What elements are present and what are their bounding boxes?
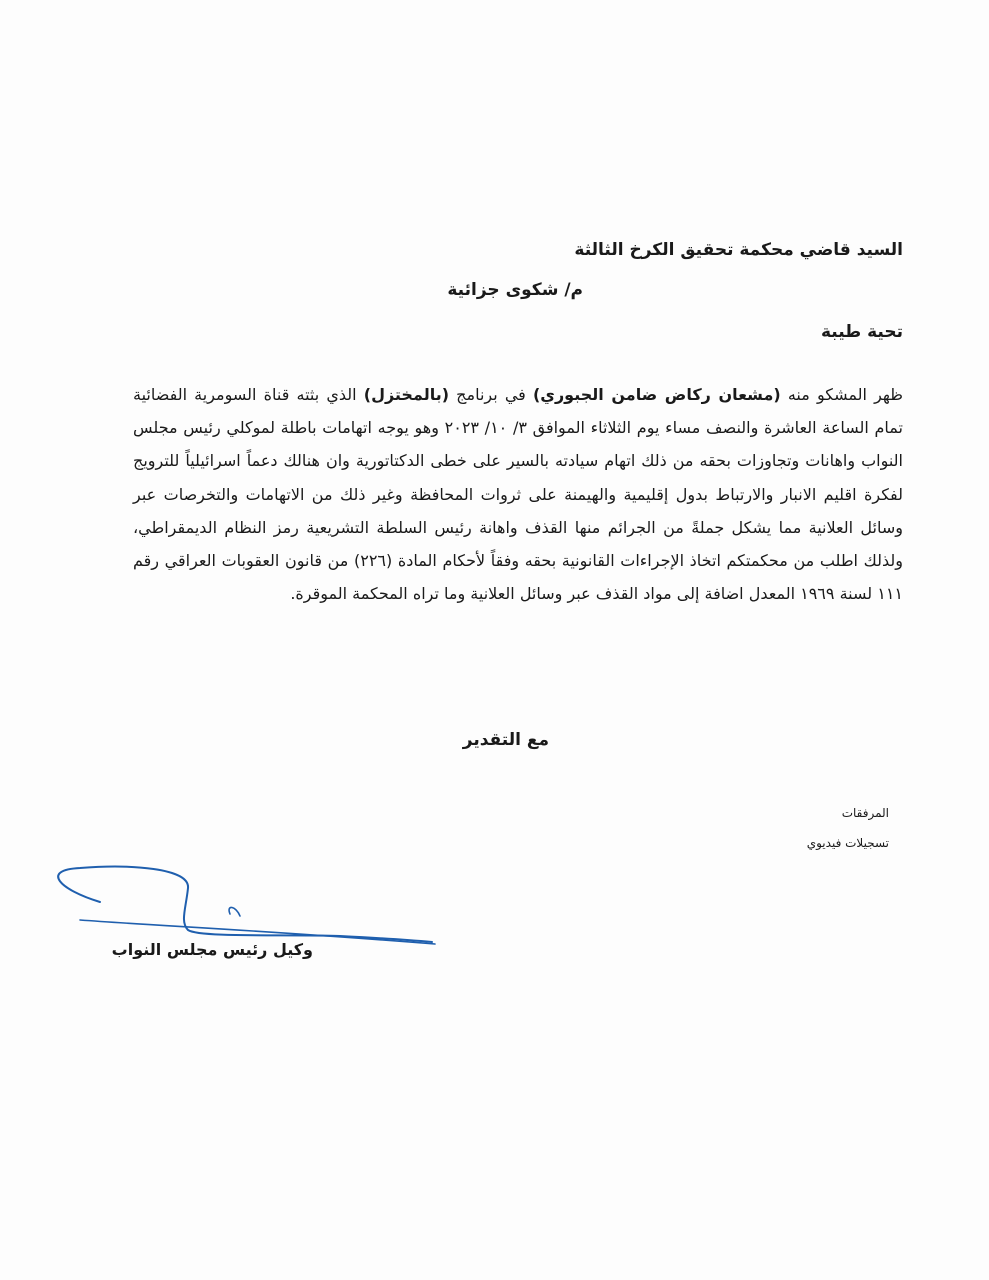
closing-line: مع التقدير bbox=[462, 730, 549, 750]
letter-body bbox=[133, 378, 903, 610]
addressee-line: السيد قاضي محكمة تحقيق الكرخ الثالثة bbox=[574, 240, 903, 260]
subject-line: م/ شكوى جزائية bbox=[447, 280, 583, 300]
accused-name: (مشعان ركاض ضامن الجبوري) bbox=[532, 385, 781, 404]
body-main-text: الذي بثته قناة السومرية الفضائية تمام الساعة العاشرة والنصف مساء يوم الثلاثاء الموافق ٣/ ١٠/ ٢٠٢٣ وهو يوجه اتهامات باطلة لموكلي رئيس مجلس النواب واهانات وتجاوزات بحقه من ذلك اتهام سيادته بالسير على خطى الدكتاتورية وان هنالك دعماً اسرائيلياً للترويج لفكرة اقليم الانبار والارتباط بدول إقليمية والهيمنة على ثروات المحافظة وغير ذلك من الاتهامات والتخرصات عبر وسائل العلانية مما يشكل جملةً من الجرائم منها القذف واهانة رئيس السلطة التشريعية رمز النظام الديمقراطي، ولذلك اطلب من محكمتكم اتخاذ الإجراءات القانونية بحقه وفقاً لأحكام المادة (٢٢٦) من قانون العقوبات العراقي رقم ١١١ لسنة ١٩٦٩ المعدل اضافة إلى مواد القذف عبر وسائل العلانية وما تراه المحكمة الموقرة. bbox=[133, 385, 903, 604]
greeting-line: تحية طيبة bbox=[820, 322, 903, 342]
body-intro: ظهر المشكو منه bbox=[780, 385, 904, 404]
body-in-program: في برنامج bbox=[449, 385, 533, 404]
attachments-label: المرفقات bbox=[841, 806, 889, 820]
attachment-item: تسجيلات فيديوي bbox=[806, 836, 889, 850]
program-name: (بالمختزل) bbox=[363, 385, 450, 404]
signer-title: وكيل رئيس مجلس النواب bbox=[111, 940, 313, 959]
